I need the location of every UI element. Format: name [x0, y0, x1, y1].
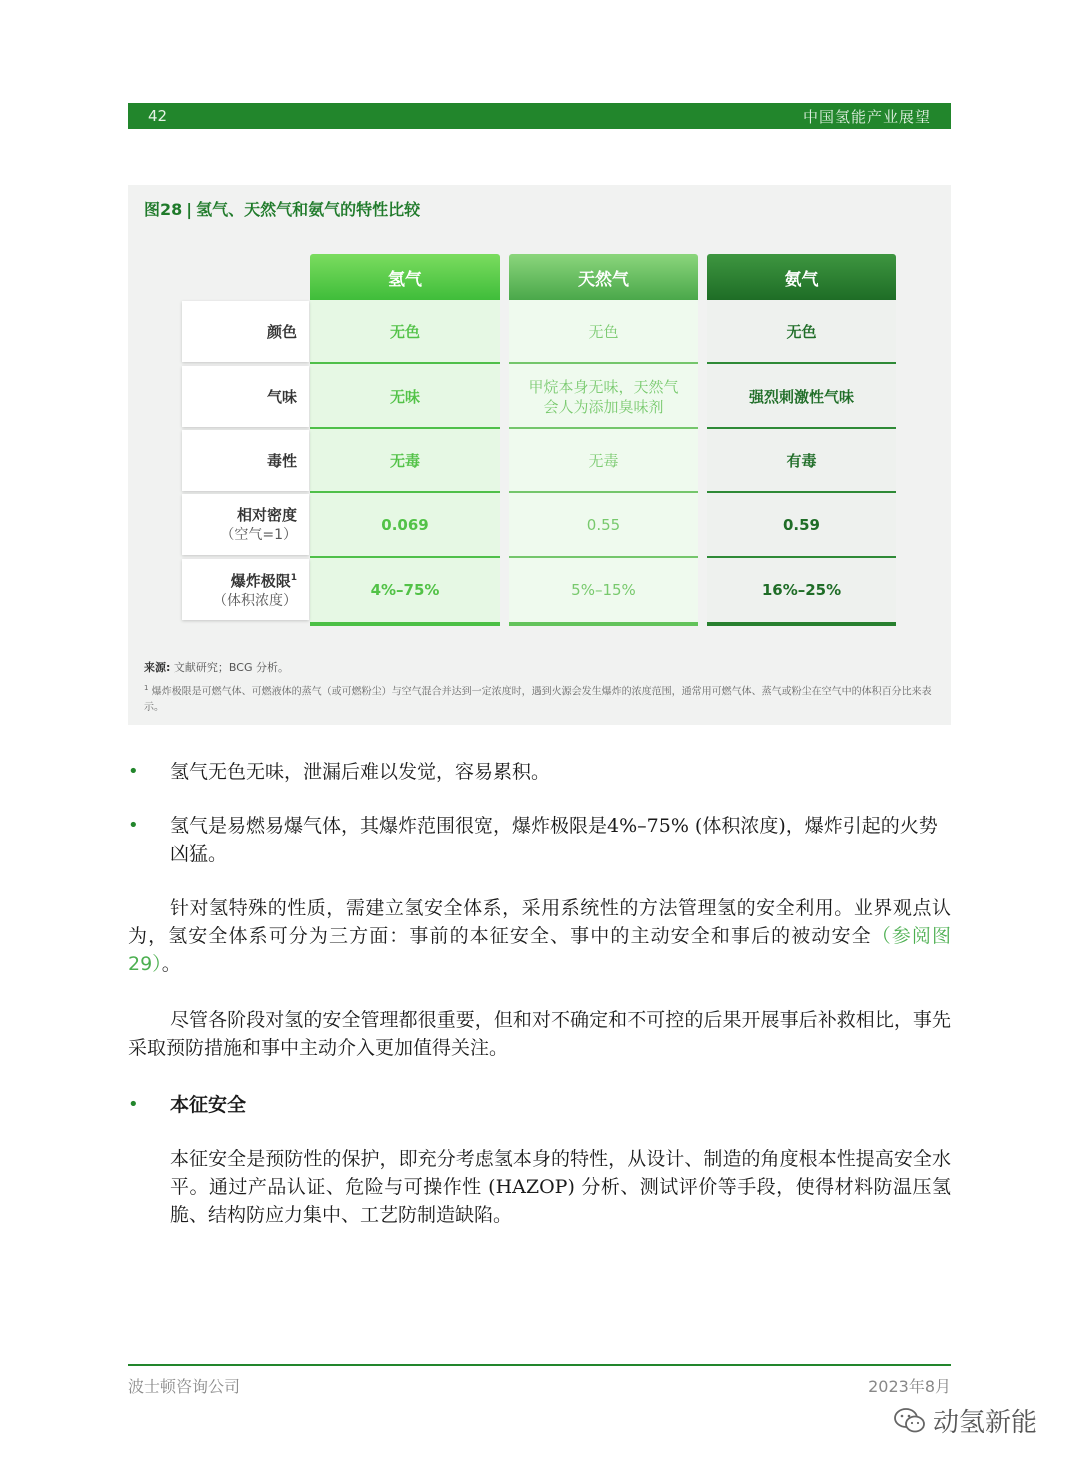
- cell-natural-gas-density: 0.55: [586, 515, 621, 534]
- page-header: [128, 103, 951, 129]
- cell-hydrogen-toxicity: 无毒: [389, 451, 420, 470]
- cell-ammonia-explosive-limit: 16%–25%: [761, 580, 842, 599]
- cell-hydrogen-odor: 无味: [389, 387, 420, 406]
- figure-28: [128, 185, 951, 725]
- row-label-toxicity: 毒性: [182, 430, 309, 491]
- cell-natural-gas-toxicity: 无毒: [588, 451, 619, 470]
- row-divider: [509, 556, 698, 558]
- bullet-dot: •: [128, 761, 139, 782]
- row-divider: [310, 362, 500, 364]
- footer-date: 2023年8月: [868, 1377, 951, 1396]
- row-divider: [509, 362, 698, 364]
- row-divider: [707, 491, 896, 493]
- cell-ammonia-color: 无色: [786, 322, 817, 341]
- watermark: [893, 1402, 1037, 1439]
- column-header-natural-gas: 天然气: [509, 254, 698, 300]
- row-label-relative-density: 相对密度 （空气=1）: [182, 494, 309, 555]
- cell-natural-gas-explosive-limit: 5%–15%: [571, 580, 636, 599]
- body-paragraph: 针对氢特殊的性质，需建立氢安全体系，采用系统性的方法管理氢的安全利用。业界观点认为，氢安全体系可分为三方面：事前的本征安全、事中的主动安全和事后的被动安全（参阅图29）。: [128, 897, 951, 975]
- cell-natural-gas-color: 无色: [588, 322, 619, 341]
- figure-label: 图28: [144, 200, 183, 219]
- row-label-explosive-limit: 爆炸极限$^1$ （体积浓度）: [182, 559, 309, 620]
- row-divider: [310, 556, 500, 558]
- wechat-icon: [893, 1407, 927, 1435]
- column-header-hydrogen: 氢气: [310, 254, 500, 300]
- section-heading: 本征安全: [170, 1094, 247, 1116]
- row-divider: [509, 427, 698, 429]
- figure-caption: 氢气、天然气和氨气的特性比较: [196, 200, 421, 219]
- page-number: 42: [148, 107, 168, 125]
- row-divider: [707, 427, 896, 429]
- bullet-dot: •: [128, 815, 139, 836]
- cell-ammonia-density: 0.59: [782, 515, 820, 534]
- cell-hydrogen-color: 无色: [389, 322, 420, 341]
- cell-hydrogen-explosive-limit: 4%–75%: [370, 580, 440, 599]
- row-divider: [509, 491, 698, 493]
- bullet-dot: •: [128, 1094, 139, 1115]
- report-title: 中国氢能产业展望: [802, 108, 931, 126]
- cell-ammonia-toxicity: 有毒: [786, 451, 817, 470]
- figure-title: 图28 | 氢气、天然气和氨气的特性比较: [144, 200, 421, 219]
- body-paragraph: 尽管各阶段对氢的安全管理都很重要，但和对不确定和不可控的后果开展事后补救相比，事先采取预防措施和事中主动介入更加值得关注。: [128, 1009, 951, 1059]
- row-divider: [707, 362, 896, 364]
- figure-footnote: $^1$ 爆炸极限是可燃气体、可燃液体的蒸气（或可燃粉尘）与空气混合并达到一定浓度时，遇到火源会发生爆炸的浓度范围，通常用可燃气体、蒸气或粉尘在空气中的体积百分比来表示。: [144, 684, 932, 714]
- body-paragraph: 本征安全是预防性的保护，即充分考虑氢本身的特性，从设计、制造的角度根本性提高安全水平。通过产品认证、危险与可操作性 (HAZOP) 分析、测试评价等手段，使得材料防温压氢脆、结构防应力集中、工艺防制造缺陷。: [170, 1148, 951, 1226]
- watermark-text: 动氢新能: [933, 1408, 1038, 1438]
- cell-hydrogen-density: 0.069: [381, 515, 429, 534]
- cell-natural-gas-odor: 甲烷本身无味，天然气会人为添加臭味剂: [528, 377, 679, 416]
- column-header-ammonia: 氨气: [707, 254, 896, 300]
- figure-source: 来源: 文献研究；BCG 分析。: [144, 661, 289, 674]
- figure-29-link[interactable]: （参阅图29）: [128, 925, 951, 975]
- row-divider: [310, 427, 500, 429]
- row-label-color: 颜色: [182, 301, 309, 362]
- footer-divider: [128, 1364, 951, 1366]
- row-divider: [707, 556, 896, 558]
- row-divider: [310, 491, 500, 493]
- row-label-odor: 气味: [182, 366, 309, 427]
- cell-ammonia-odor: 强烈刺激性气味: [748, 387, 854, 406]
- footer-company: 波士顿咨询公司: [128, 1377, 241, 1396]
